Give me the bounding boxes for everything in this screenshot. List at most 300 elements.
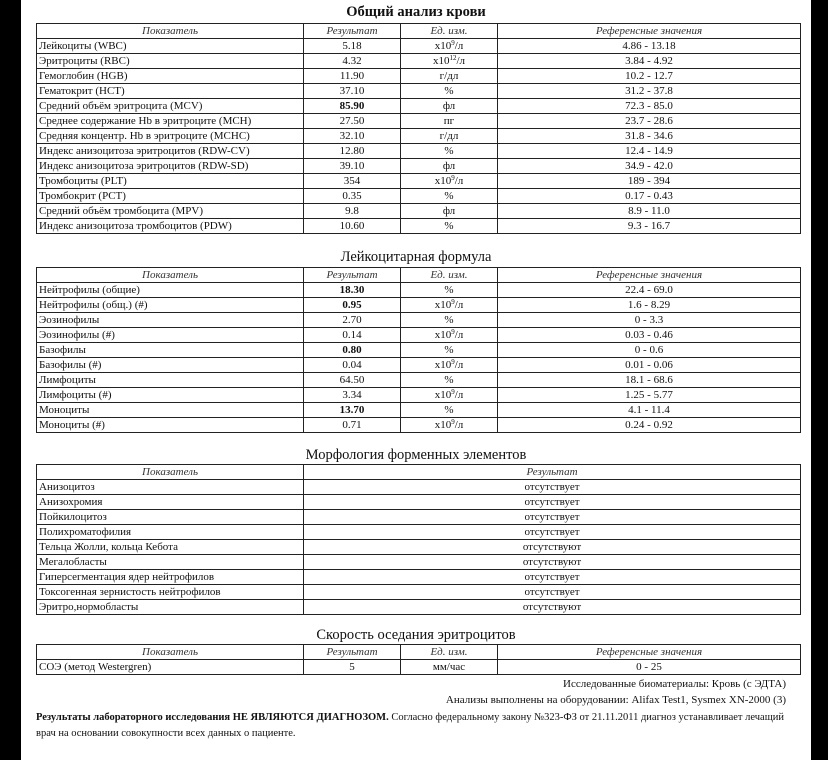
lab-report-sheet xyxy=(21,0,811,760)
reference-range xyxy=(498,328,801,343)
cell-text: 10.60 xyxy=(339,220,365,232)
table-row xyxy=(37,39,801,54)
table-row xyxy=(37,600,801,615)
cell-text: x10 xyxy=(434,359,452,371)
indicator-name xyxy=(37,570,304,585)
cell-text: 0.80 xyxy=(342,344,362,356)
table-row xyxy=(37,69,801,84)
table-row xyxy=(37,328,801,343)
result-value xyxy=(304,99,401,114)
unit-value xyxy=(401,403,498,418)
cell-text: отсутствует xyxy=(524,571,580,583)
indicator-name xyxy=(37,328,304,343)
cell-text: 64.50 xyxy=(339,374,365,386)
cell-text: фл xyxy=(442,205,456,217)
indicator-name xyxy=(37,298,304,313)
result-value xyxy=(304,144,401,159)
reference-range xyxy=(498,159,801,174)
cell-text: x10 xyxy=(434,329,452,341)
cell-text: 1.6 - 8.29 xyxy=(627,299,671,311)
table-row xyxy=(37,540,801,555)
cell-text: 31.2 - 37.8 xyxy=(625,85,673,97)
indicator-name xyxy=(37,129,304,144)
cell-text: % xyxy=(444,344,454,356)
cell-text: Мегалобласты xyxy=(39,556,107,568)
indicator-name xyxy=(37,283,304,298)
cell-text: Гемоглобин (HGB) xyxy=(39,70,128,82)
indicator-name xyxy=(37,39,304,54)
cell-text: г/дл xyxy=(439,130,459,142)
morph-table xyxy=(36,464,801,615)
cell-text: Лимфоциты (#) xyxy=(39,389,112,401)
result-value xyxy=(304,555,801,570)
cell-text: 0 - 25 xyxy=(636,661,662,673)
indicator-name xyxy=(37,510,304,525)
column-header xyxy=(37,24,304,39)
cell-text: Эритроциты (RBC) xyxy=(39,55,130,67)
unit-exponent: 12 xyxy=(449,54,457,62)
column-header xyxy=(401,645,498,660)
table-row xyxy=(37,510,801,525)
cell-text: Ед. изм. xyxy=(430,646,468,658)
cell-text: отсутствует xyxy=(524,586,580,598)
cell-text: 31.8 - 34.6 xyxy=(625,130,673,142)
cell-text: /л xyxy=(454,359,464,371)
cell-text: 23.7 - 28.6 xyxy=(625,115,673,127)
cell-text: 8.9 - 11.0 xyxy=(628,205,670,217)
cell-text: 0.04 xyxy=(342,359,362,371)
column-header xyxy=(498,268,801,283)
result-value xyxy=(304,358,401,373)
result-value xyxy=(304,84,401,99)
cell-text: 0.24 - 0.92 xyxy=(625,419,673,431)
reference-range xyxy=(498,343,801,358)
result-value xyxy=(304,510,801,525)
cell-text: 3.34 xyxy=(342,389,362,401)
table-row xyxy=(37,298,801,313)
cell-text: Результат xyxy=(326,25,378,37)
result-value xyxy=(304,403,401,418)
indicator-name xyxy=(37,480,304,495)
cell-text: /л xyxy=(454,299,464,311)
cell-text: Лейкоциты (WBC) xyxy=(39,40,127,52)
reference-range xyxy=(498,129,801,144)
cell-text: 34.9 - 42.0 xyxy=(625,160,673,172)
header-row xyxy=(37,268,801,283)
indicator-name xyxy=(37,373,304,388)
unit-value xyxy=(401,159,498,174)
table-row xyxy=(37,480,801,495)
table-row xyxy=(37,388,801,403)
disclaimer xyxy=(36,710,796,742)
indicator-name xyxy=(37,585,304,600)
reference-range xyxy=(498,84,801,99)
result-value xyxy=(304,283,401,298)
cell-text: 9.8 xyxy=(345,205,359,217)
unit-value xyxy=(401,174,498,189)
unit-value xyxy=(401,388,498,403)
cell-text: 27.50 xyxy=(339,115,365,127)
cell-text: % xyxy=(444,314,454,326)
cell-text: фл xyxy=(442,100,456,112)
indicator-name xyxy=(37,388,304,403)
result-value xyxy=(304,480,801,495)
table-row xyxy=(37,283,801,298)
table-row xyxy=(37,99,801,114)
unit-value xyxy=(401,660,498,675)
result-value xyxy=(304,373,401,388)
unit-value xyxy=(401,204,498,219)
result-value xyxy=(304,189,401,204)
cell-text: Референсные значения xyxy=(595,646,703,658)
cell-text: % xyxy=(444,374,454,386)
cell-text: Пойкилоцитоз xyxy=(39,511,107,523)
reference-range xyxy=(498,418,801,433)
unit-value xyxy=(401,39,498,54)
reference-range xyxy=(498,39,801,54)
result-value xyxy=(304,174,401,189)
leuko-table xyxy=(36,267,801,433)
column-header xyxy=(37,645,304,660)
table-row xyxy=(37,555,801,570)
unit-value xyxy=(401,418,498,433)
reference-range xyxy=(498,99,801,114)
cell-text: 85.90 xyxy=(339,100,365,112)
cell-text: Эозинофилы (#) xyxy=(39,329,115,341)
cell-text: Тромбоциты (PLT) xyxy=(39,175,127,187)
cell-text: Эозинофилы xyxy=(39,314,100,326)
cell-text: 354 xyxy=(343,175,361,187)
indicator-name xyxy=(37,540,304,555)
unit-value xyxy=(401,373,498,388)
unit-value xyxy=(401,189,498,204)
table-row xyxy=(37,570,801,585)
cell-text: Анизоцитоз xyxy=(39,481,95,493)
result-value xyxy=(304,600,801,615)
reference-range xyxy=(498,204,801,219)
equipment-note: Анализы выполнены на оборудовании: Alifax Test1, Sysmex XN-2000 (3) xyxy=(445,694,786,706)
cell-text: Индекс анизоцитоза тромбоцитов (PDW) xyxy=(39,220,232,232)
cell-text: /л xyxy=(454,419,464,431)
unit-value xyxy=(401,114,498,129)
reference-range xyxy=(498,69,801,84)
cell-text: отсутствуют xyxy=(522,556,582,568)
table-row xyxy=(37,358,801,373)
cell-text: Анизохромия xyxy=(39,496,103,508)
morph-title: Морфология форменных элементов xyxy=(305,447,527,463)
cell-text: Тромбокрит (PCT) xyxy=(39,190,126,202)
table-row xyxy=(37,159,801,174)
result-value xyxy=(304,388,401,403)
cell-text: СОЭ (метод Westergren) xyxy=(39,661,152,673)
unit-value xyxy=(401,99,498,114)
cell-text: x10 xyxy=(434,40,452,52)
cell-text: 0.03 - 0.46 xyxy=(625,329,673,341)
reference-range xyxy=(498,313,801,328)
cell-text: Полихроматофилия xyxy=(39,526,132,538)
result-value xyxy=(304,313,401,328)
unit-value xyxy=(401,313,498,328)
cell-text: x10 xyxy=(432,55,450,67)
cell-text: Токсогенная зернистость нейтрофилов xyxy=(39,586,221,598)
indicator-name xyxy=(37,84,304,99)
cell-text: 13.70 xyxy=(339,404,365,416)
indicator-name xyxy=(37,69,304,84)
reference-range xyxy=(498,358,801,373)
result-value xyxy=(304,298,401,313)
cell-text: 9.3 - 16.7 xyxy=(627,220,671,232)
unit-exponent: 9 xyxy=(451,418,455,426)
cell-text: % xyxy=(444,284,454,296)
result-value xyxy=(304,525,801,540)
cell-text: отсутствует xyxy=(524,481,580,493)
cell-text: отсутствует xyxy=(524,496,580,508)
cell-text: /л xyxy=(454,329,464,341)
unit-exponent: 9 xyxy=(451,174,455,182)
reference-range xyxy=(498,219,801,234)
indicator-name xyxy=(37,660,304,675)
cell-text: 0.71 xyxy=(342,419,362,431)
table-row xyxy=(37,219,801,234)
cell-text: Лимфоциты xyxy=(39,374,96,386)
cell-text: Средний объём эритроцита (MCV) xyxy=(39,100,203,112)
column-header xyxy=(498,24,801,39)
cell-text: Результат xyxy=(526,466,578,478)
cell-text: Индекс анизоцитоза эритроцитов (RDW-SD) xyxy=(39,160,249,172)
result-value xyxy=(304,343,401,358)
cell-text: Средняя концентр. Hb в эритроците (MCHC) xyxy=(39,130,250,142)
header-row xyxy=(37,465,801,480)
unit-value xyxy=(401,298,498,313)
cell-text: отсутствует xyxy=(524,526,580,538)
cell-text: 189 - 394 xyxy=(627,175,671,187)
indicator-name xyxy=(37,219,304,234)
result-value xyxy=(304,418,401,433)
table-row xyxy=(37,525,801,540)
cell-text: % xyxy=(444,145,454,157)
esr-table xyxy=(36,644,801,675)
cell-text: Ед. изм. xyxy=(430,25,468,37)
indicator-name xyxy=(37,174,304,189)
cell-text: x10 xyxy=(434,389,452,401)
cell-text: 39.10 xyxy=(339,160,365,172)
cell-text: 0 - 0.6 xyxy=(634,344,664,356)
cell-text: Моноциты xyxy=(39,404,90,416)
result-value xyxy=(304,570,801,585)
disclaimer-text: Согласно федеральному закону №323-ФЗ от 21.11.2011 диагноз устанавливает лечащий врач на основании совокупности всех данных о пациенте. xyxy=(36,712,785,739)
cell-text: Эритро,нормобласты xyxy=(39,601,139,613)
reference-range xyxy=(498,114,801,129)
reference-range xyxy=(498,144,801,159)
indicator-name xyxy=(37,343,304,358)
column-header xyxy=(304,24,401,39)
cell-text: отсутствуют xyxy=(522,601,582,613)
column-header xyxy=(37,465,304,480)
unit-value xyxy=(401,54,498,69)
unit-exponent: 9 xyxy=(451,298,455,306)
cbc-title: Общий анализ крови xyxy=(346,4,486,20)
table-row xyxy=(37,84,801,99)
cell-text: /л xyxy=(454,40,464,52)
indicator-name xyxy=(37,114,304,129)
unit-value xyxy=(401,84,498,99)
table-row xyxy=(37,129,801,144)
cell-text: x10 xyxy=(434,299,452,311)
cell-text: 37.10 xyxy=(339,85,365,97)
result-value xyxy=(304,114,401,129)
indicator-name xyxy=(37,99,304,114)
cell-text: пг xyxy=(443,115,455,127)
result-value xyxy=(304,129,401,144)
leuko-title: Лейкоцитарная формула xyxy=(340,249,492,265)
cell-text: Индекс анизоцитоза эритроцитов (RDW-CV) xyxy=(39,145,250,157)
header-row xyxy=(37,24,801,39)
cell-text: Нейтрофилы (общ.) (#) xyxy=(39,299,148,311)
column-header xyxy=(304,268,401,283)
cell-text: % xyxy=(444,190,454,202)
cell-text: Базофилы xyxy=(39,344,86,356)
reference-range xyxy=(498,660,801,675)
table-row xyxy=(37,144,801,159)
result-value xyxy=(304,495,801,510)
cell-text: 0.17 - 0.43 xyxy=(625,190,673,202)
cell-text: фл xyxy=(442,160,456,172)
cell-text: Тельца Жолли, кольца Кебота xyxy=(39,541,178,553)
result-value xyxy=(304,69,401,84)
column-header xyxy=(498,645,801,660)
table-row xyxy=(37,313,801,328)
cell-text: 0.14 xyxy=(342,329,362,341)
reference-range xyxy=(498,298,801,313)
result-value xyxy=(304,204,401,219)
indicator-name xyxy=(37,313,304,328)
result-value xyxy=(304,328,401,343)
cell-text: Моноциты (#) xyxy=(39,419,105,431)
result-value xyxy=(304,585,801,600)
unit-exponent: 9 xyxy=(451,388,455,396)
cell-text: Показатель xyxy=(142,466,198,478)
cell-text: Показатель xyxy=(142,646,198,658)
indicator-name xyxy=(37,495,304,510)
cell-text: % xyxy=(444,404,454,416)
cell-text: /л xyxy=(456,55,466,67)
unit-exponent: 9 xyxy=(451,328,455,336)
indicator-name xyxy=(37,159,304,174)
cell-text: 22.4 - 69.0 xyxy=(625,284,673,296)
table-row xyxy=(37,660,801,675)
column-header xyxy=(304,465,801,480)
reference-range xyxy=(498,54,801,69)
cell-text: мм/час xyxy=(432,661,466,673)
unit-value xyxy=(401,219,498,234)
cell-text: 0.35 xyxy=(342,190,362,202)
result-value xyxy=(304,54,401,69)
unit-value xyxy=(401,283,498,298)
cell-text: 32.10 xyxy=(339,130,365,142)
table-row xyxy=(37,373,801,388)
cell-text: 10.2 - 12.7 xyxy=(625,70,673,82)
cbc-table xyxy=(36,23,801,234)
reference-range xyxy=(498,283,801,298)
cell-text: отсутствует xyxy=(524,511,580,523)
table-row xyxy=(37,343,801,358)
unit-value xyxy=(401,328,498,343)
cell-text: 4.86 - 13.18 xyxy=(622,40,676,52)
cell-text: % xyxy=(444,220,454,232)
indicator-name xyxy=(37,144,304,159)
cell-text: 5 xyxy=(349,661,355,673)
cell-text: 12.4 - 14.9 xyxy=(625,145,673,157)
cell-text: /л xyxy=(454,175,464,187)
table-row xyxy=(37,114,801,129)
cell-text: Результат xyxy=(326,269,378,281)
esr-title: Скорость оседания эритроцитов xyxy=(316,627,516,643)
cell-text: 3.84 - 4.92 xyxy=(625,55,673,67)
unit-exponent: 9 xyxy=(451,39,455,47)
cell-text: г/дл xyxy=(439,70,459,82)
indicator-name xyxy=(37,403,304,418)
cell-text: Показатель xyxy=(142,25,198,37)
result-value xyxy=(304,660,401,675)
table-row xyxy=(37,585,801,600)
cell-text: Показатель xyxy=(142,269,198,281)
reference-range xyxy=(498,189,801,204)
cell-text: Гематокрит (HCT) xyxy=(39,85,125,97)
cell-text: Гиперсегментация ядер нейтрофилов xyxy=(39,571,215,583)
unit-value xyxy=(401,358,498,373)
table-row xyxy=(37,204,801,219)
table-row xyxy=(37,174,801,189)
cell-text: Средний объём тромбоцита (MPV) xyxy=(39,205,203,217)
table-row xyxy=(37,54,801,69)
unit-value xyxy=(401,69,498,84)
result-value xyxy=(304,159,401,174)
indicator-name xyxy=(37,600,304,615)
result-value xyxy=(304,540,801,555)
cell-text: 1.25 - 5.77 xyxy=(625,389,673,401)
unit-value xyxy=(401,129,498,144)
table-row xyxy=(37,495,801,510)
cell-text: 72.3 - 85.0 xyxy=(625,100,673,112)
cell-text: /л xyxy=(454,389,464,401)
reference-range xyxy=(498,388,801,403)
reference-range xyxy=(498,403,801,418)
cell-text: Результат xyxy=(326,646,378,658)
cell-text: 2.70 xyxy=(342,314,362,326)
cell-text: 18.30 xyxy=(339,284,365,296)
cell-text: 5.18 xyxy=(342,40,362,52)
cell-text: 0.01 - 0.06 xyxy=(625,359,673,371)
column-header xyxy=(37,268,304,283)
cell-text: Референсные значения xyxy=(595,269,703,281)
indicator-name xyxy=(37,418,304,433)
column-header xyxy=(304,645,401,660)
cell-text: x10 xyxy=(434,419,452,431)
indicator-name xyxy=(37,189,304,204)
biomaterial-note: Исследованные биоматериалы: Кровь (с ЭДТА) xyxy=(563,678,786,690)
cell-text: Ед. изм. xyxy=(430,269,468,281)
table-row xyxy=(37,403,801,418)
cell-text: 11.90 xyxy=(339,70,365,82)
unit-value xyxy=(401,343,498,358)
cell-text: x10 xyxy=(434,175,452,187)
cell-text: 12.80 xyxy=(339,145,365,157)
cell-text: Среднее содержание Hb в эритроците (MCH) xyxy=(39,115,252,127)
table-row xyxy=(37,189,801,204)
table-row xyxy=(37,418,801,433)
indicator-name xyxy=(37,555,304,570)
column-header xyxy=(401,268,498,283)
